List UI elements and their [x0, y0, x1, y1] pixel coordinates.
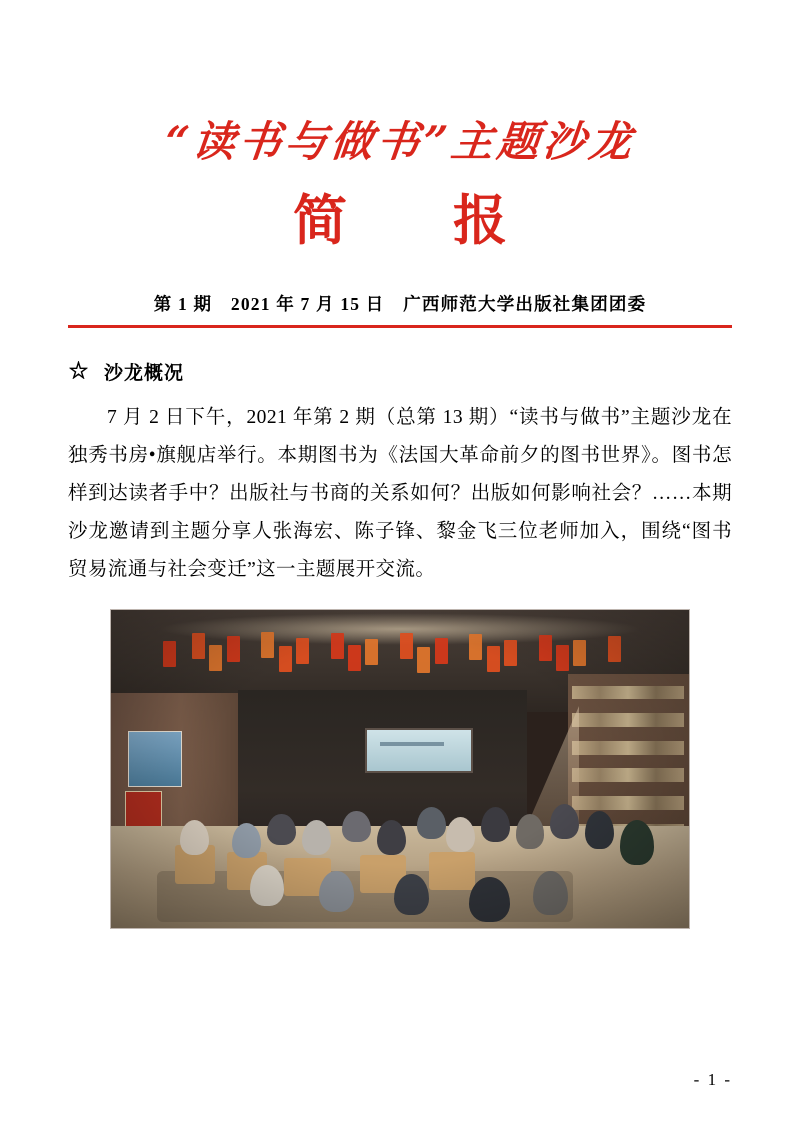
star-icon: ☆: [68, 361, 89, 383]
salon-photo: [110, 609, 690, 929]
banner-subtitle: 简 报: [293, 188, 533, 253]
section-paragraph: 7 月 2 日下午，2021 年第 2 期（总第 13 期）“读书与做书”主题沙龙在独秀书房•旗舰店举行。本期图书为《法国大革命前夕的图书世界》。图书怎样到达读者手中？出版社与书商的关系如何？出版如何影响社会？……本期沙龙邀请到主题分享人张海宏、陈子锋、黎金飞三位老师加入，围绕“图书贸易流通与社会变迁”这一主题展开交流。: [68, 407, 732, 581]
issue-line: 第 1 期 2021 年 7 月 15 日 广西师范大学出版社集团团委: [153, 294, 647, 315]
section-heading: [68, 358, 732, 385]
banner-title: “读书与做书”主题沙龙: [162, 117, 638, 166]
issue-rule-divider: [68, 325, 732, 328]
photo-container: [68, 609, 732, 929]
masthead: [68, 0, 732, 253]
page-number: - 1 -: [693, 1070, 732, 1089]
section-heading-label: 沙龙概况: [104, 363, 185, 385]
photo-vignette: [111, 610, 689, 928]
